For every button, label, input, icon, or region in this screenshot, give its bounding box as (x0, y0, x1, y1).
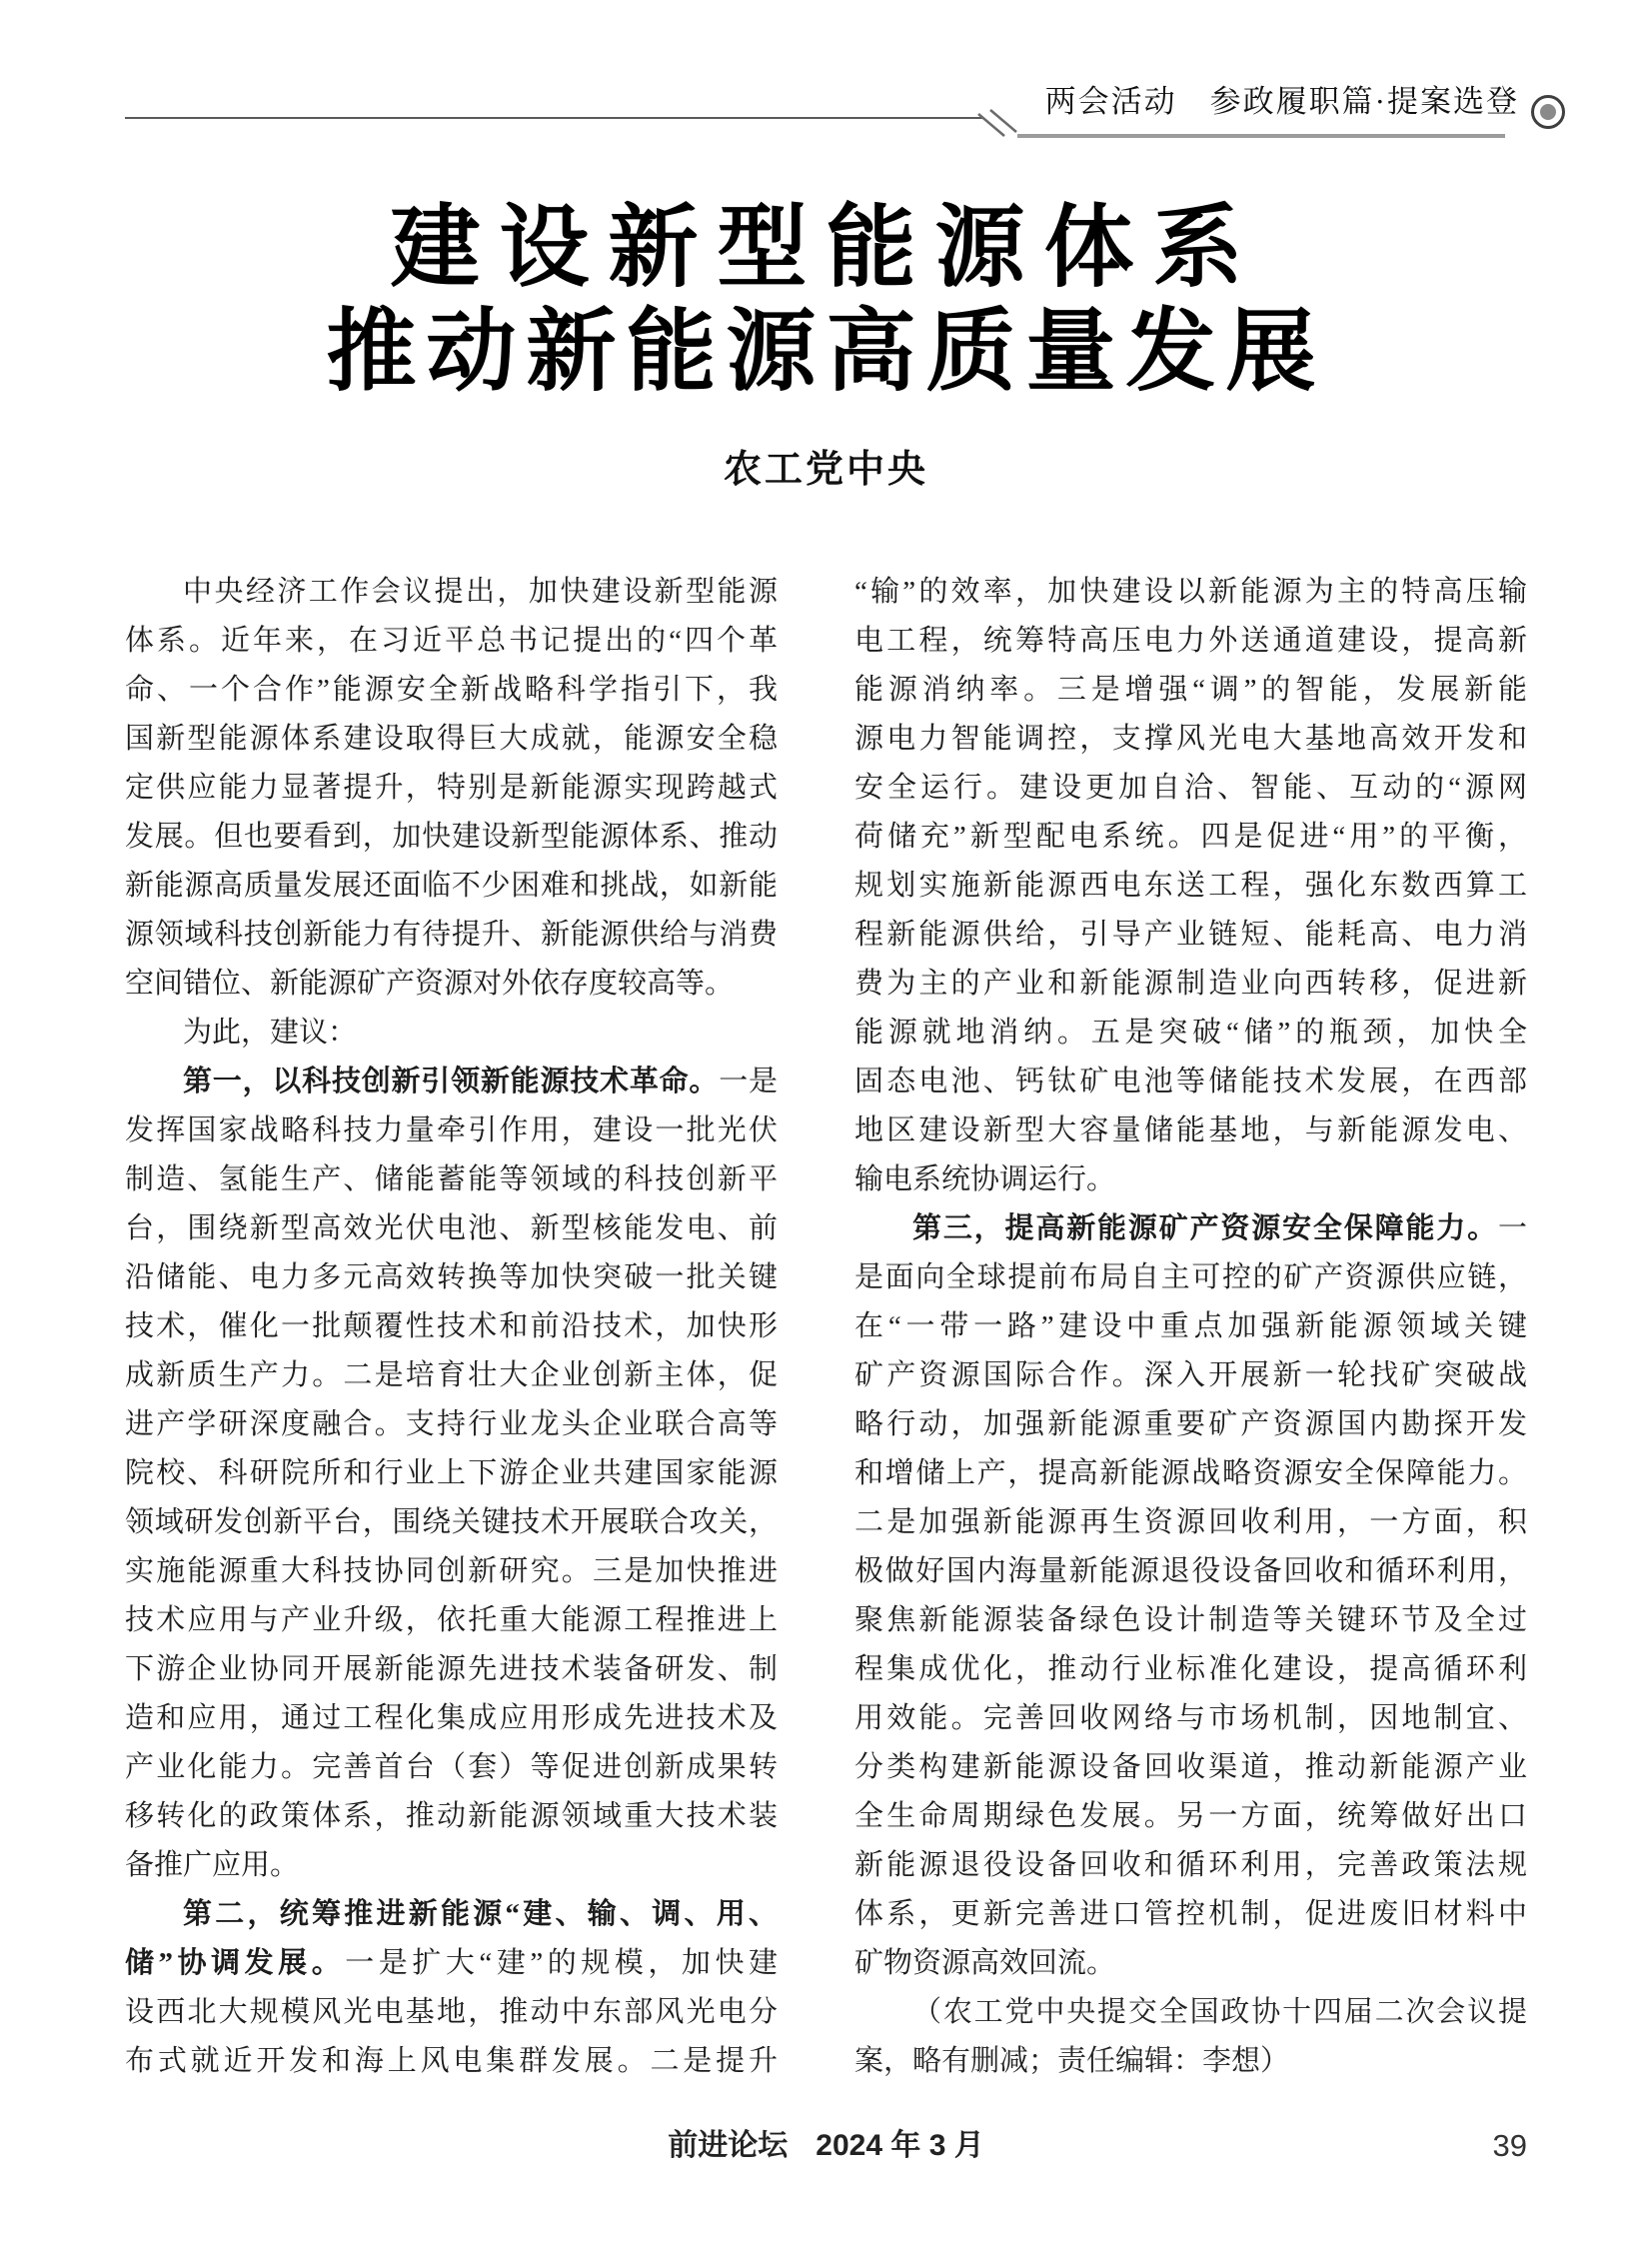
body-text-line: 略行动，加强新能源重要矿产资源国内勘探开发 (854, 1408, 1527, 1440)
bullseye-inner-dot (1540, 104, 1556, 120)
body-text-line: 体系，更新完善进口管控机制，促进废旧材料中 (854, 1898, 1527, 1930)
bullseye-icon (1531, 95, 1565, 129)
body-text-line: 布式就近开发和海上风电集群发展。二是提升 (125, 2045, 778, 2077)
body-text-line: 为此，建议： (183, 1017, 358, 1049)
body-text-line: 备推广应用。 (125, 1849, 300, 1881)
body-text-line: 全生命周期绿色发展。另一方面，统筹做好出口 (854, 1800, 1527, 1832)
header-rule-left (125, 117, 982, 119)
body-text-line: 设西北大规模风光电基地，推动中东部风光电分 (125, 1996, 778, 2028)
body-text-line: 发展。但也要看到，加快建设新型能源体系、推动 (125, 821, 778, 853)
body-text-line: 矿产资源国际合作。深入开展新一轮找矿突破战 (854, 1359, 1527, 1391)
body-text-line: 沿储能、电力多元高效转换等加快突破一批关键 (125, 1261, 778, 1293)
body-text-line: 极做好国内海量新能源退役设备回收和循环利用， (854, 1555, 1527, 1587)
body-text-line: 二是加强新能源再生资源回收利用，一方面，积 (854, 1506, 1527, 1538)
body-text-line: 规划实施新能源西电东送工程，强化东数西算工 (854, 870, 1527, 902)
body-text-line: 定供应能力显著提升，特别是新能源实现跨越式 (125, 772, 778, 804)
body-text-line: （农工党中央提交全国政协十四届二次会议提 (912, 1996, 1527, 2028)
body-text-line: 实施能源重大科技协同创新研究。三是加快推进 (125, 1555, 778, 1587)
article-title-line2: 推动新能源高质量发展 (326, 302, 1326, 402)
article-title-line1: 建设新型能源体系 (390, 198, 1262, 298)
body-text-line: 命、一个合作”能源安全新战略科学指引下，我 (125, 674, 778, 706)
body-text-line: 聚焦新能源装备绿色设计制造等关键环节及全过 (854, 1604, 1527, 1636)
body-text-line: 空间错位、新能源矿产资源对外依存度较高等。 (125, 968, 735, 1000)
body-text-line: 进产学研深度融合。支持行业龙头企业联合高等 (125, 1408, 778, 1440)
body-text-line: 用效能。完善回收网络与市场机制，因地制宜、 (854, 1702, 1527, 1734)
body-text-line: 第二，统筹推进新能源“建、输、调、用、 (183, 1898, 778, 1930)
body-text-line: “输”的效率，加快建设以新能源为主的特高压输 (854, 576, 1527, 608)
body-text-line: 分类构建新能源设备回收渠道，推动新能源产业 (854, 1751, 1527, 1783)
body-text-line: 造和应用，通过工程化集成应用形成先进技术及 (125, 1702, 778, 1734)
footer-issue-date: 2024 年 3 月 (816, 2129, 984, 2162)
body-text-line: 新能源退役设备回收和循环利用，完善政策法规 (854, 1849, 1527, 1881)
body-text-line: 案，略有删减；责任编辑：李想） (854, 2045, 1290, 2077)
body-text-line: 体系。近年来，在习近平总书记提出的“四个革 (125, 625, 778, 657)
body-text-line: 电工程，统筹特高压电力外送通道建设，提高新 (854, 625, 1527, 657)
body-text-line: 成新质生产力。二是培育壮大企业创新主体，促 (125, 1359, 778, 1391)
article-title (0, 196, 1652, 404)
body-text-line: 源电力智能调控，支撑风光电大基地高效开发和 (854, 723, 1527, 755)
body-text-line: 移转化的政策体系，推动新能源领域重大技术装 (125, 1800, 778, 1832)
body-text-line: 领域研发创新平台，围绕关键技术开展联合攻关， (125, 1506, 778, 1538)
body-text-line: 新能源高质量发展还面临不少困难和挑战，如新能 (125, 870, 778, 902)
body-text-line: 能源就地消纳。五是突破“储”的瓶颈，加快全 (854, 1017, 1527, 1049)
body-text-line: 技术应用与产业升级，依托重大能源工程推进上 (125, 1604, 778, 1636)
body-text-line: 输电系统协调运行。 (854, 1163, 1116, 1195)
body-text-line: 程新能源供给，引导产业链短、能耗高、电力消 (854, 919, 1527, 951)
body-text-line: 发挥国家战略科技力量牵引作用，建设一批光伏 (125, 1115, 778, 1146)
body-text-line: 第三，提高新能源矿产资源安全保障能力。一 (912, 1212, 1527, 1244)
body-text-line: 安全运行。建设更加自洽、智能、互动的“源网 (854, 772, 1527, 804)
body-text-line: 荷储充”新型配电系统。四是促进“用”的平衡， (854, 821, 1527, 853)
body-text-line: 中央经济工作会议提出，加快建设新型能源 (183, 576, 778, 608)
body-text-line: 费为主的产业和新能源制造业向西转移，促进新 (854, 968, 1527, 1000)
body-text-line: 矿物资源高效回流。 (854, 1947, 1116, 1979)
body-text-line: 源领域科技创新能力有待提升、新能源供给与消费 (125, 919, 778, 951)
body-column-right (854, 568, 1527, 2086)
body-text-line: 在“一带一路”建设中重点加强新能源领域关键 (854, 1310, 1527, 1342)
section-label: 两会活动 参政履职篇·提案选登 (1044, 84, 1519, 119)
body-text-line: 能源消纳率。三是增强“调”的智能，发展新能 (854, 674, 1527, 706)
header-rule-right (1017, 134, 1505, 138)
page-number: 39 (1492, 2128, 1527, 2163)
body-text-line: 和增储上产，提高新能源战略资源安全保障能力。 (854, 1457, 1527, 1489)
body-text-line: 是面向全球提前布局自主可控的矿产资源供应链， (854, 1261, 1527, 1293)
body-text-line: 固态电池、钙钛矿电池等储能技术发展，在西部 (854, 1066, 1527, 1098)
body-text-line: 储”协调发展。一是扩大“建”的规模，加快建 (125, 1947, 778, 1979)
body-text-line: 制造、氢能生产、储能蓄能等领域的科技创新平 (125, 1163, 778, 1195)
footer-journal-name: 前进论坛 (668, 2129, 789, 2162)
body-column-left (125, 568, 778, 2086)
body-text-line: 程集成优化，推动行业标准化建设，提高循环利 (854, 1653, 1527, 1685)
body-text-line: 技术，催化一批颠覆性技术和前沿技术，加快形 (125, 1310, 778, 1342)
body-text-line: 台，围绕新型高效光伏电池、新型核能发电、前 (125, 1212, 778, 1244)
footer (0, 2129, 1652, 2163)
body-text-line: 下游企业协同开展新能源先进技术装备研发、制 (125, 1653, 778, 1685)
body-text-line: 国新型能源体系建设取得巨大成就，能源安全稳 (125, 723, 778, 755)
body-text-line: 院校、科研院所和行业上下游企业共建国家能源 (125, 1457, 778, 1489)
body-text-line: 地区建设新型大容量储能基地，与新能源发电、 (854, 1115, 1527, 1146)
article-author: 农工党中央 (723, 449, 928, 491)
body-text-line: 第一，以科技创新引领新能源技术革命。一是 (183, 1066, 778, 1098)
body-text-line: 产业化能力。完善首台（套）等促进创新成果转 (125, 1751, 778, 1783)
